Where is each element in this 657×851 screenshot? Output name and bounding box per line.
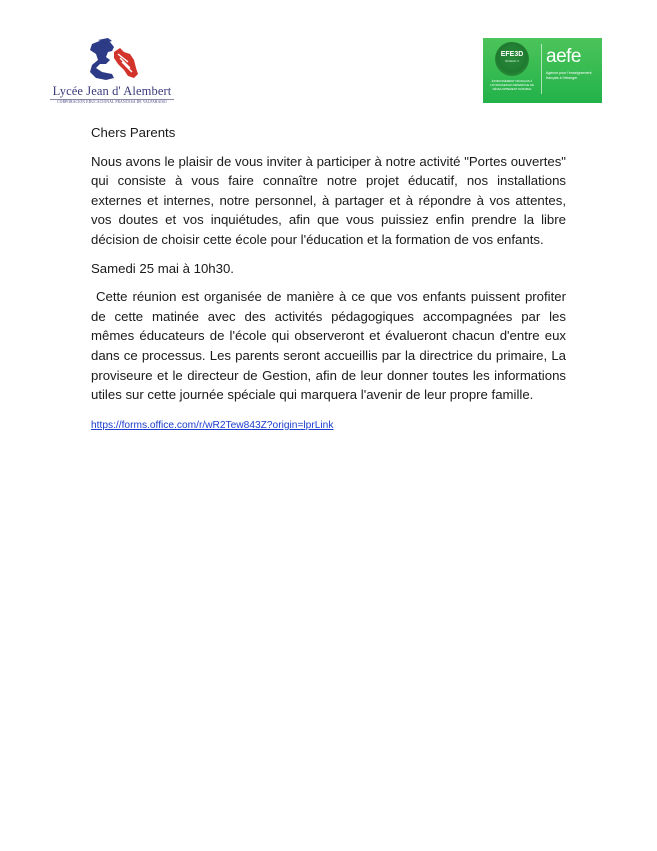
aefe-logo bbox=[483, 38, 602, 103]
efe3d-caption: ÉTABLISSEMENT FRANÇAIS À L'ÉTRANGER EN DÉMARCHE DE DÉVELOPPEMENT DURABLE bbox=[490, 79, 534, 91]
school-name: Lycée Jean d' Alembert bbox=[52, 84, 172, 98]
lycee-jean-dalembert-logo bbox=[42, 38, 182, 104]
aefe-caption: Agence pour l'enseignement français à l'étranger bbox=[546, 71, 592, 80]
salutation: Chers Parents bbox=[91, 125, 176, 140]
event-date: Samedi 25 mai à 10h30. bbox=[91, 260, 234, 276]
school-subtitle: CORPORACIÓN EDUCACIONAL FRANCESA DE VALPARAÍSO bbox=[57, 100, 167, 104]
marianne-emblem-icon bbox=[84, 38, 144, 84]
paragraph-invitation: Nous avons le plaisir de vous inviter à participer à notre activité "Portes ouvertes" qui consiste à vous faire connaître notre projet éducatif, nos installations externes et internes, notre personnel, à partager et à répondre à vos attentes, vos doutes et vos inquiétudes, afin que vous puissiez enfin prendre la libre décision de choisir cette école pour l'éducation et la formation de vos enfants. bbox=[91, 153, 566, 247]
logo-divider bbox=[541, 44, 542, 94]
efe3d-label: EFE3D bbox=[500, 51, 524, 58]
registration-form-link[interactable]: https://forms.office.com/r/wR2Tew843Z?origin=lprLink bbox=[91, 419, 334, 431]
paragraph-details: Cette réunion est organisée de manière à ce que vos enfants puissent profiter de cette matinée avec des activités pédagogiques accompagnées par les mêmes éducateurs de l'école qui observeront et évalueront chacun d'entre eux dans ce processus. Les parents seront accueillis par la directrice du primaire, La proviseure et le directeur de Gestion, afin de leur donner toutes les informations utiles sur cette journée spéciale qui marquera l'avenir de leur propre famille. bbox=[91, 289, 570, 403]
aefe-brand: aefe bbox=[546, 46, 581, 67]
letter-body bbox=[91, 123, 570, 442]
efe3d-level: NIVEAU 3 bbox=[505, 59, 519, 63]
